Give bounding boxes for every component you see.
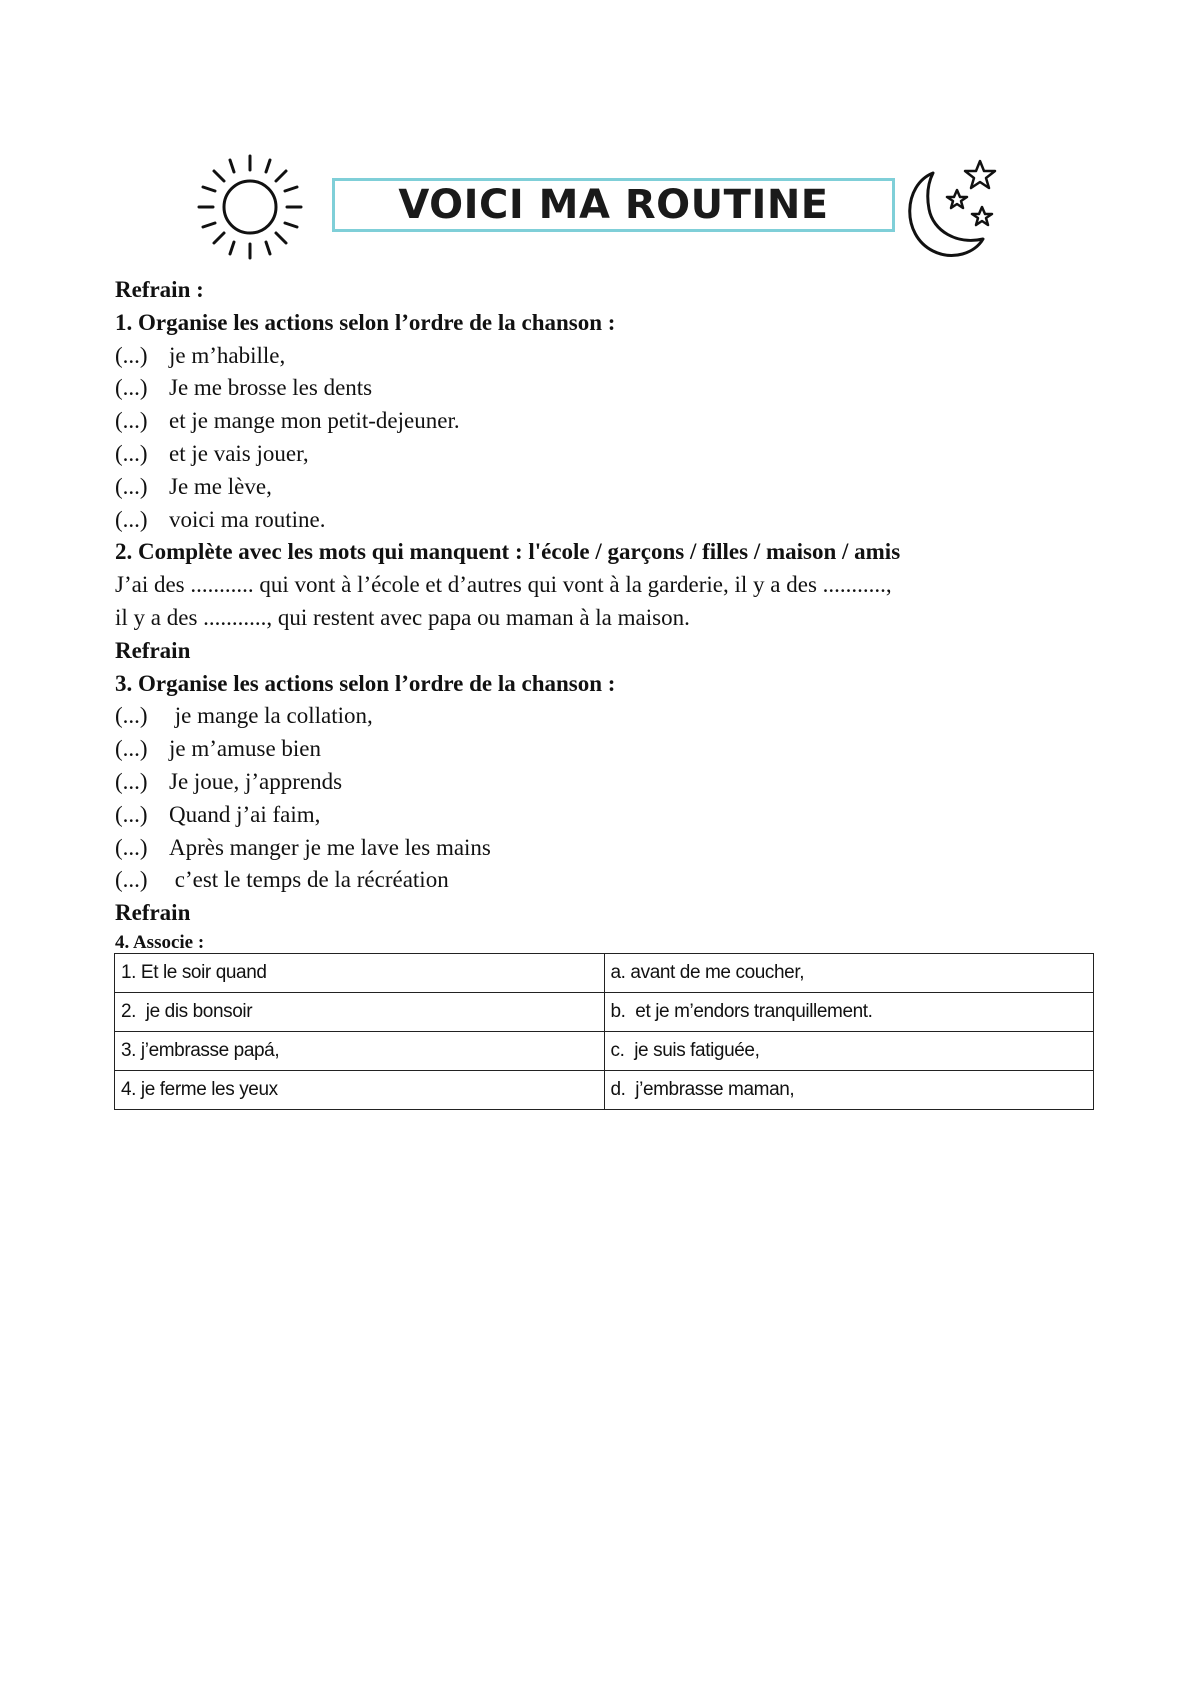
blank-marker[interactable]: (...) bbox=[115, 834, 148, 860]
blank-marker[interactable]: (...) bbox=[115, 408, 148, 434]
blank-marker[interactable]: (...) bbox=[115, 375, 148, 401]
list-item: (...) je m’amuse bien bbox=[115, 733, 1100, 766]
worksheet-content bbox=[115, 274, 1100, 956]
table-row bbox=[115, 954, 1094, 993]
table-cell-right: d. j’embrasse maman, bbox=[604, 1071, 1094, 1110]
blank-marker[interactable]: (...) bbox=[115, 342, 148, 368]
section-4-heading: 4. Associe : bbox=[115, 931, 205, 953]
table-row bbox=[115, 993, 1094, 1032]
table-cell-right: c. je suis fatiguée, bbox=[604, 1032, 1094, 1071]
association-table bbox=[114, 953, 1094, 1110]
blank-marker[interactable]: (...) bbox=[115, 473, 148, 499]
table-row bbox=[115, 1032, 1094, 1071]
list-item: (...) et je vais jouer, bbox=[115, 438, 1100, 471]
sun-icon bbox=[195, 152, 305, 262]
list-item: (...) je m’habille, bbox=[115, 340, 1100, 373]
title-box bbox=[332, 178, 895, 232]
table-cell-left: 3. j’embrasse papá, bbox=[115, 1032, 605, 1071]
blank-marker[interactable]: (...) bbox=[115, 736, 148, 762]
blank-marker[interactable]: (...) bbox=[115, 703, 148, 729]
table-cell-right: a. avant de me coucher, bbox=[604, 954, 1094, 993]
list-item: (...) Je me brosse les dents bbox=[115, 372, 1100, 405]
table-cell-left: 2. je dis bonsoir bbox=[115, 993, 605, 1032]
list-item: (...) Je joue, j’apprends bbox=[115, 766, 1100, 799]
table-cell-right: b. et je m’endors tranquillement. bbox=[604, 993, 1094, 1032]
worksheet-header bbox=[195, 145, 1015, 270]
table-row bbox=[115, 1071, 1094, 1110]
blank-marker[interactable]: (...) bbox=[115, 801, 148, 827]
section-3-heading: 3. Organise les actions selon l’ordre de la chanson : bbox=[115, 670, 616, 696]
refrain-label-3: Refrain bbox=[115, 900, 191, 926]
list-item: (...) Quand j’ai faim, bbox=[115, 799, 1100, 832]
list-item: (...) voici ma routine. bbox=[115, 504, 1100, 537]
page-title: VOICI MA ROUTINE bbox=[398, 182, 829, 228]
fill-in-line: J’ai des ........... qui vont à l’école et d’autres qui vont à la garderie, il y a des ..........., bbox=[115, 572, 892, 598]
list-item: (...) Après manger je me lave les mains bbox=[115, 832, 1100, 865]
blank-marker[interactable]: (...) bbox=[115, 768, 148, 794]
list-item: (...) c’est le temps de la récréation bbox=[115, 864, 1100, 897]
blank-marker[interactable]: (...) bbox=[115, 440, 148, 466]
table-cell-left: 1. Et le soir quand bbox=[115, 954, 605, 993]
list-item: (...) je mange la collation, bbox=[115, 700, 1100, 733]
list-item: (...) et je mange mon petit-dejeuner. bbox=[115, 405, 1100, 438]
section-1-heading: 1. Organise les actions selon l’ordre de la chanson : bbox=[115, 309, 616, 335]
moon-stars-icon bbox=[895, 155, 1010, 265]
blank-marker[interactable]: (...) bbox=[115, 867, 148, 893]
fill-in-line: il y a des ..........., qui restent avec papa ou maman à la maison. bbox=[115, 604, 690, 630]
refrain-label-2: Refrain bbox=[115, 637, 191, 663]
refrain-label-1: Refrain : bbox=[115, 277, 204, 302]
table-cell-left: 4. je ferme les yeux bbox=[115, 1071, 605, 1110]
section-2-heading: 2. Complète avec les mots qui manquent : l'école / garçons / filles / maison / amis bbox=[115, 539, 901, 565]
list-item: (...) Je me lève, bbox=[115, 471, 1100, 504]
blank-marker[interactable]: (...) bbox=[115, 506, 148, 532]
